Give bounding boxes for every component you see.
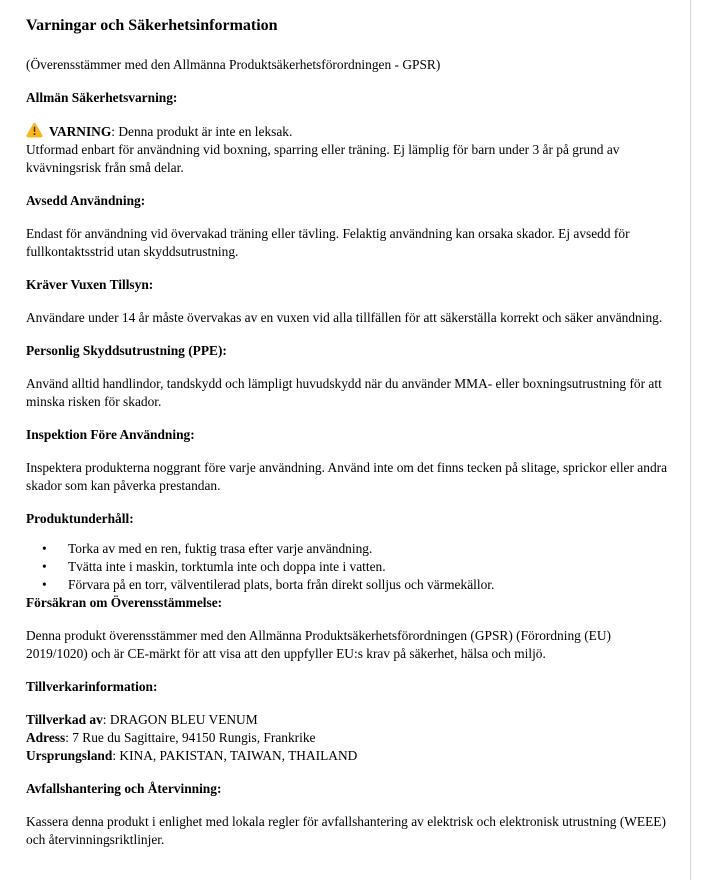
section-heading-inspection: Inspektion Före Användning: — [26, 427, 195, 442]
page-edge-divider — [690, 0, 691, 880]
warning-label: VARNING — [49, 124, 112, 139]
list-item: • Torka av med en ren, fuktig trasa efter varje användning. — [26, 540, 675, 558]
manufacturer-field-value: : DRAGON BLEU VENUM — [102, 712, 258, 727]
section-heading-general-warning: Allmän Säkerhetsvarning: — [26, 90, 178, 105]
section-heading-ppe: Personlig Skyddsutrustning (PPE): — [26, 343, 227, 358]
maintenance-bullet-list — [26, 540, 675, 594]
section-heading-conformity: Försäkran om Överensstämmelse: — [26, 595, 223, 610]
page-title: Varningar och Säkerhetsinformation — [26, 17, 278, 34]
disposal-paragraph: Kassera denna produkt i enlighet med lokala regler för avfallshantering av elektrisk och elektronisk utrustning (WEEE) och återvinningsriktlinjer. — [26, 814, 666, 847]
section-heading-disposal: Avfallshantering och Återvinning: — [26, 781, 222, 796]
intended-use-paragraph: Endast för användning vid övervakad träning eller tävling. Felaktig användning kan orsaka skador. Ej avsedd för fullkontaktsstrid utan skyddsutrustning. — [26, 226, 630, 259]
origin-field-value: : KINA, PAKISTAN, TAIWAN, THAILAND — [112, 748, 358, 763]
section-heading-maintenance: Produktunderhåll: — [26, 511, 134, 526]
address-field-value: : 7 Rue du Sagittaire, 94150 Rungis, Frankrike — [65, 730, 316, 745]
warning-triangle-icon — [26, 122, 43, 138]
section-heading-adult-supervision: Kräver Vuxen Tillsyn: — [26, 277, 154, 292]
list-item: • Tvätta inte i maskin, torktumla inte och doppa inte i vatten. — [26, 558, 675, 576]
inspection-paragraph: Inspektera produkterna noggrant före varje användning. Använd inte om det finns tecken på slitage, sprickor eller andra skador som kan påverka prestandan. — [26, 460, 668, 493]
general-warning-body: Utformad enbart för användning vid boxning, sparring eller träning. Ej lämplig för barn under 3 år på grund av kvävningsrisk från små delar. — [26, 142, 620, 175]
section-heading-intended-use: Avsedd Användning: — [26, 193, 146, 208]
section-heading-manufacturer: Tillverkarinformation: — [26, 679, 158, 694]
list-item: • Förvara på en torr, välventilerad plats, borta från direkt solljus och värmekällor. — [26, 576, 675, 594]
address-field-label: Adress — [26, 730, 66, 745]
origin-field-label: Ursprungsland — [26, 748, 113, 763]
ppe-paragraph: Använd alltid handlindor, tandskydd och lämpligt huvudskydd när du använder MMA- eller boxningsutrustning för att minska risken för skador. — [26, 376, 662, 409]
manufacturer-field-label: Tillverkad av — [26, 712, 103, 727]
general-warning-paragraph — [26, 122, 675, 177]
manufacturer-info-block — [26, 711, 675, 765]
conformity-paragraph: Denna produkt överensstämmer med den Allmänna Produktsäkerhetsförordningen (GPSR) (Förordning (EU) 2019/1020) och är CE-märkt för att visa att den uppfyller EU:s krav på säkerhet, hälsa och miljö. — [26, 628, 611, 661]
document-subtitle: (Överensstämmer med den Allmänna Produktsäkerhetsförordningen - GPSR) — [26, 57, 441, 72]
adult-supervision-paragraph: Användare under 14 år måste övervakas av en vuxen vid alla tillfällen för att säkerställa korrekt och säker användning. — [26, 310, 663, 325]
warning-text: : Denna produkt är inte en leksak. — [111, 124, 293, 139]
